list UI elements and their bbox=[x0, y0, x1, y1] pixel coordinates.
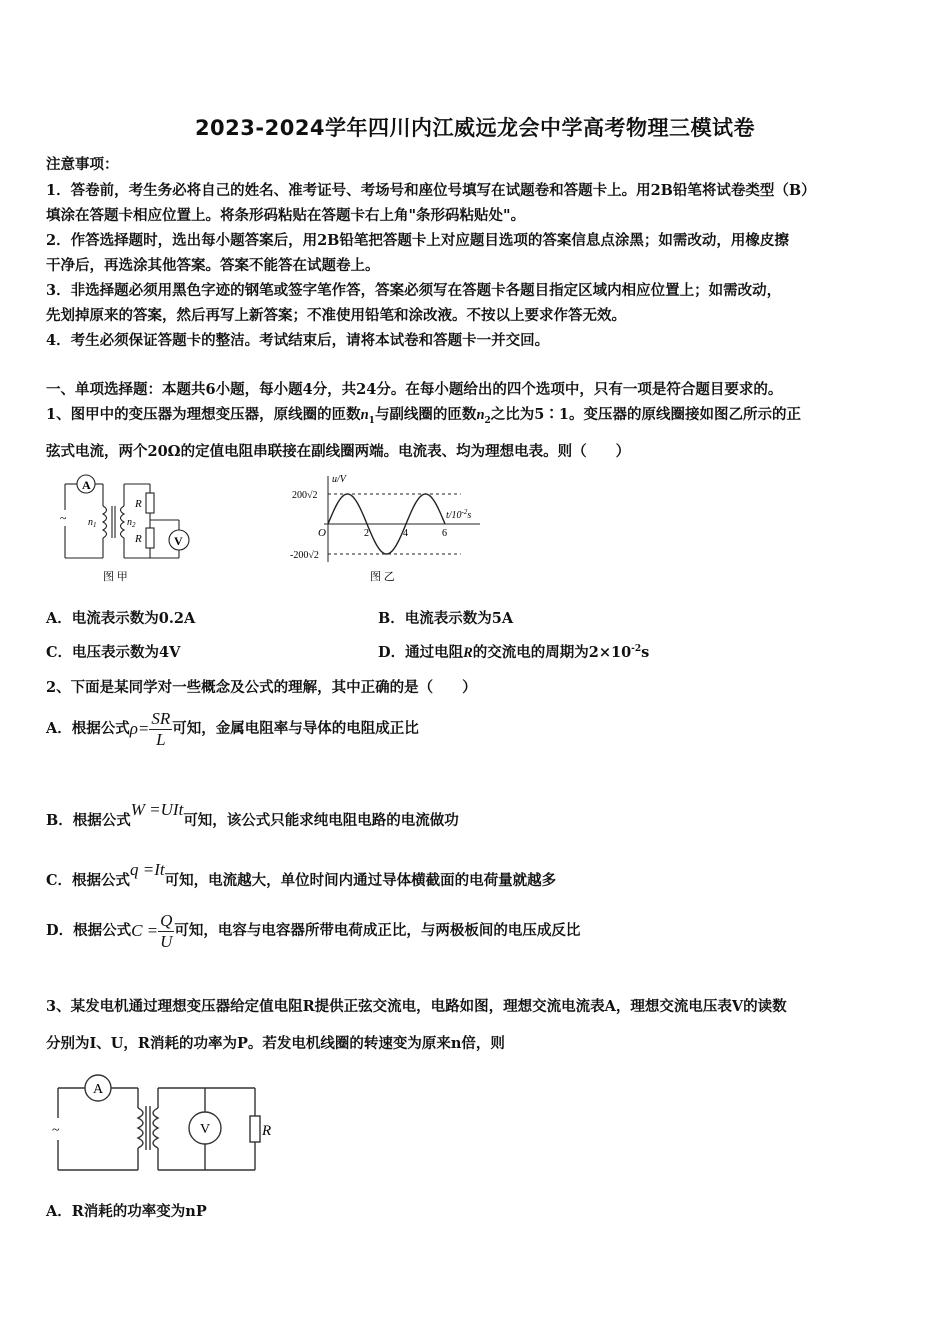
q1-option-b: B．电流表示数为5A bbox=[378, 610, 514, 627]
x-axis-label: $t/10^{-2}s$ bbox=[446, 508, 472, 521]
q2-option-a: A．根据公式ρ= $\frac{SR}{L}$ 可知，金属电阻率与导体的电阻成正比 bbox=[46, 708, 419, 749]
notice-heading: 注意事项： bbox=[46, 156, 119, 173]
source-symbol: ~ bbox=[60, 511, 67, 525]
voltmeter-label: V bbox=[200, 1122, 211, 1137]
q1-text: 1、图甲中的变压器为理想变压器，原线圈的匝数 bbox=[46, 406, 361, 423]
notice-line: 2．作答选择题时，选出每小题答案后，用2B铅笔把答题卡上对应题目选项的答案信息点涂黑；如需改动，用橡皮擦 bbox=[46, 232, 789, 249]
q1-option-d: D．通过电阻R的交流电的周期为$2\times 10^{-2}s$ bbox=[378, 644, 650, 661]
y-tick-min: -200√2 bbox=[290, 550, 319, 561]
y-axis-label: u/V bbox=[332, 474, 346, 485]
q1-n2-sub: 2 bbox=[484, 415, 491, 426]
q3-stem-line2: 分别为I、U，R消耗的功率为P。若发电机线圈的转速变为原来n倍，则 bbox=[46, 1035, 505, 1052]
origin-label: O bbox=[318, 527, 326, 539]
q1-n1: n bbox=[360, 407, 369, 423]
notice-line: 干净后，再选涂其他答案。答案不能答在试题卷上。 bbox=[46, 257, 380, 274]
q1-stem-line2: 弦式电流，两个20Ω的定值电阻串联接在副线圈两端。电流表、均为理想电表。则（ ） bbox=[46, 443, 631, 460]
resistor-label: R bbox=[135, 533, 142, 545]
y-tick-max: 200√2 bbox=[292, 490, 318, 501]
x-tick-label: 4 bbox=[403, 528, 408, 539]
coil-n1-label: $n_1$ bbox=[88, 517, 97, 529]
q2-option-d: D．根据公式C = $\frac{Q}{U}$ 可知，电容与电容器所带电荷成正比，与两极板间的电压成反比 bbox=[46, 910, 581, 951]
q3-stem-line1: 3、某发电机通过理想变压器给定值电阻R提供正弦交流电，电路如图，理想交流电流表A，理想交流电压表V的读数 bbox=[46, 998, 787, 1015]
figure-caption: 图 甲 bbox=[103, 571, 128, 583]
q1-text: 之比为5∶1。变压器的原线圈接如图乙所示的正 bbox=[490, 406, 801, 423]
q2-stem: 2、下面是某同学对一些概念及公式的理解，其中正确的是（ ） bbox=[46, 679, 477, 696]
resistor-label: R bbox=[262, 1123, 272, 1139]
x-tick-label: 6 bbox=[442, 528, 447, 539]
q1-figure-sine-chart bbox=[290, 468, 505, 586]
q3-option-a: A．R消耗的功率变为nP bbox=[46, 1203, 207, 1220]
q1-stem-line1 bbox=[46, 403, 801, 426]
q1-figure-circuit bbox=[55, 468, 205, 586]
ammeter-label: A bbox=[93, 1082, 104, 1097]
notice-line: 3．非选择题必须用黑色字迹的钢笔或签字笔作答，答案必须写在答题卡各题目指定区域内相应位置上；如需改动， bbox=[46, 282, 782, 299]
q1-option-c: C．电压表示数为4V bbox=[46, 644, 181, 661]
coil-n2-label: $n_2$ bbox=[127, 517, 136, 529]
notice-line: 先划掉原来的答案，然后再写上新答案；不准使用铅笔和涂改液。不按以上要求作答无效。 bbox=[46, 307, 626, 324]
x-tick-label: 2 bbox=[364, 528, 369, 539]
source-symbol: ~ bbox=[52, 1123, 60, 1138]
q2-option-c: C．根据公式q =It可知，电流越大，单位时间内通过导体横截面的电荷量就越多 bbox=[46, 860, 557, 889]
figure-caption: 图 乙 bbox=[370, 571, 395, 583]
notice-line: 填涂在答题卡相应位置上。将条形码粘贴在答题卡右上角"条形码粘贴处"。 bbox=[46, 207, 526, 224]
notice-line: 1．答卷前，考生务必将自己的姓名、准考证号、考场号和座位号填写在试题卷和答题卡上。用2B铅笔将试卷类型（B） bbox=[46, 182, 816, 199]
resistor-label: R bbox=[135, 498, 142, 510]
ammeter-label: A bbox=[82, 478, 91, 492]
q2-option-b: B．根据公式W =UIt可知，该公式只能求纯电阻电路的电流做功 bbox=[46, 800, 459, 829]
section-heading: 一、单项选择题：本题共6小题，每小题4分，共24分。在每小题给出的四个选项中，只有一项是符合题目要求的。 bbox=[46, 381, 783, 398]
q1-option-a: A．电流表示数为0.2A bbox=[46, 610, 196, 627]
q1-text: 与副线圈的匝数 bbox=[374, 406, 477, 423]
page-title: 2023-2024学年四川内江威远龙会中学高考物理三模试卷 bbox=[194, 116, 756, 140]
voltmeter-label: V bbox=[174, 534, 183, 548]
q1-n1-sub: 1 bbox=[368, 415, 375, 426]
notice-line: 4．考生必须保证答题卡的整洁。考试结束后，请将本试卷和答题卡一并交回。 bbox=[46, 332, 550, 349]
q3-figure-circuit bbox=[50, 1070, 290, 1180]
q1-n2: n bbox=[476, 407, 485, 423]
